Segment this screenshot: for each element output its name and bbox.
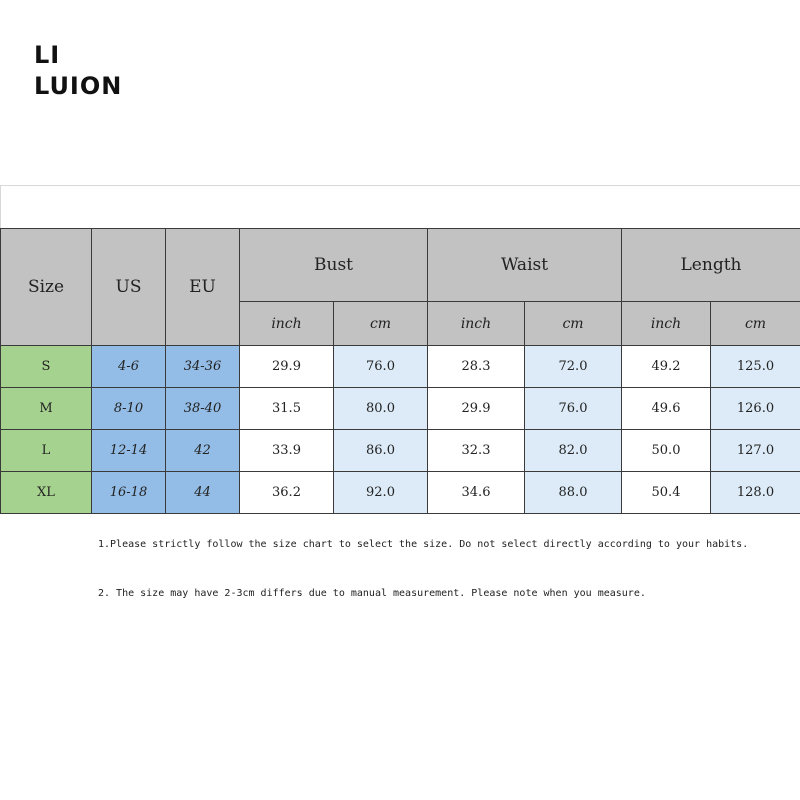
table-row: [1, 472, 800, 514]
cell-length-inch: 49.2: [622, 346, 711, 388]
brand-logo: [34, 40, 122, 102]
header-waist-cm: cm: [525, 302, 622, 346]
header-length-inch: inch: [622, 302, 711, 346]
cell-waist-inch: 32.3: [428, 430, 525, 472]
cell-size: M: [1, 388, 92, 430]
cell-us: 12-14: [92, 430, 166, 472]
cell-waist-cm: 72.0: [525, 346, 622, 388]
cell-length-cm: 127.0: [711, 430, 800, 472]
cell-bust-cm: 76.0: [334, 346, 428, 388]
cell-eu: 38-40: [166, 388, 240, 430]
cell-bust-inch: 36.2: [240, 472, 334, 514]
cell-bust-cm: 80.0: [334, 388, 428, 430]
note-measurement: 2. The size may have 2-3cm differs due to manual measurement. Please note when you measure.: [98, 588, 646, 599]
cell-eu: 44: [166, 472, 240, 514]
cell-length-inch: 50.4: [622, 472, 711, 514]
cell-waist-cm: 76.0: [525, 388, 622, 430]
header-bust-inch: inch: [240, 302, 334, 346]
note-size-chart: 1.Please strictly follow the size chart to select the size. Do not select directly according to your habits.: [98, 539, 749, 550]
header-bust: Bust: [240, 229, 428, 302]
header-bust-cm: cm: [334, 302, 428, 346]
cell-us: 16-18: [92, 472, 166, 514]
cell-bust-cm: 86.0: [334, 430, 428, 472]
header-size: Size: [1, 229, 92, 346]
divider-line: [0, 185, 800, 186]
cell-size: S: [1, 346, 92, 388]
cell-size: L: [1, 430, 92, 472]
divider-line-left: [0, 185, 1, 229]
cell-waist-inch: 34.6: [428, 472, 525, 514]
cell-bust-inch: 31.5: [240, 388, 334, 430]
table-row: [1, 346, 800, 388]
header-length-cm: cm: [711, 302, 800, 346]
cell-length-cm: 126.0: [711, 388, 800, 430]
cell-bust-inch: 29.9: [240, 346, 334, 388]
cell-waist-inch: 29.9: [428, 388, 525, 430]
size-chart-table: [0, 228, 800, 514]
cell-bust-inch: 33.9: [240, 430, 334, 472]
cell-bust-cm: 92.0: [334, 472, 428, 514]
cell-length-cm: 128.0: [711, 472, 800, 514]
table-row: [1, 388, 800, 430]
cell-length-cm: 125.0: [711, 346, 800, 388]
cell-eu: 42: [166, 430, 240, 472]
cell-waist-inch: 28.3: [428, 346, 525, 388]
cell-us: 8-10: [92, 388, 166, 430]
cell-length-inch: 50.0: [622, 430, 711, 472]
header-waist: Waist: [428, 229, 622, 302]
cell-size: XL: [1, 472, 92, 514]
cell-eu: 34-36: [166, 346, 240, 388]
cell-waist-cm: 88.0: [525, 472, 622, 514]
cell-length-inch: 49.6: [622, 388, 711, 430]
cell-us: 4-6: [92, 346, 166, 388]
cell-waist-cm: 82.0: [525, 430, 622, 472]
header-length: Length: [622, 229, 800, 302]
header-us: US: [92, 229, 166, 346]
brand-logo-line2: LUION: [34, 72, 123, 100]
header-waist-inch: inch: [428, 302, 525, 346]
header-eu: EU: [166, 229, 240, 346]
brand-logo-line1: LI: [34, 41, 61, 69]
table-row: [1, 430, 800, 472]
